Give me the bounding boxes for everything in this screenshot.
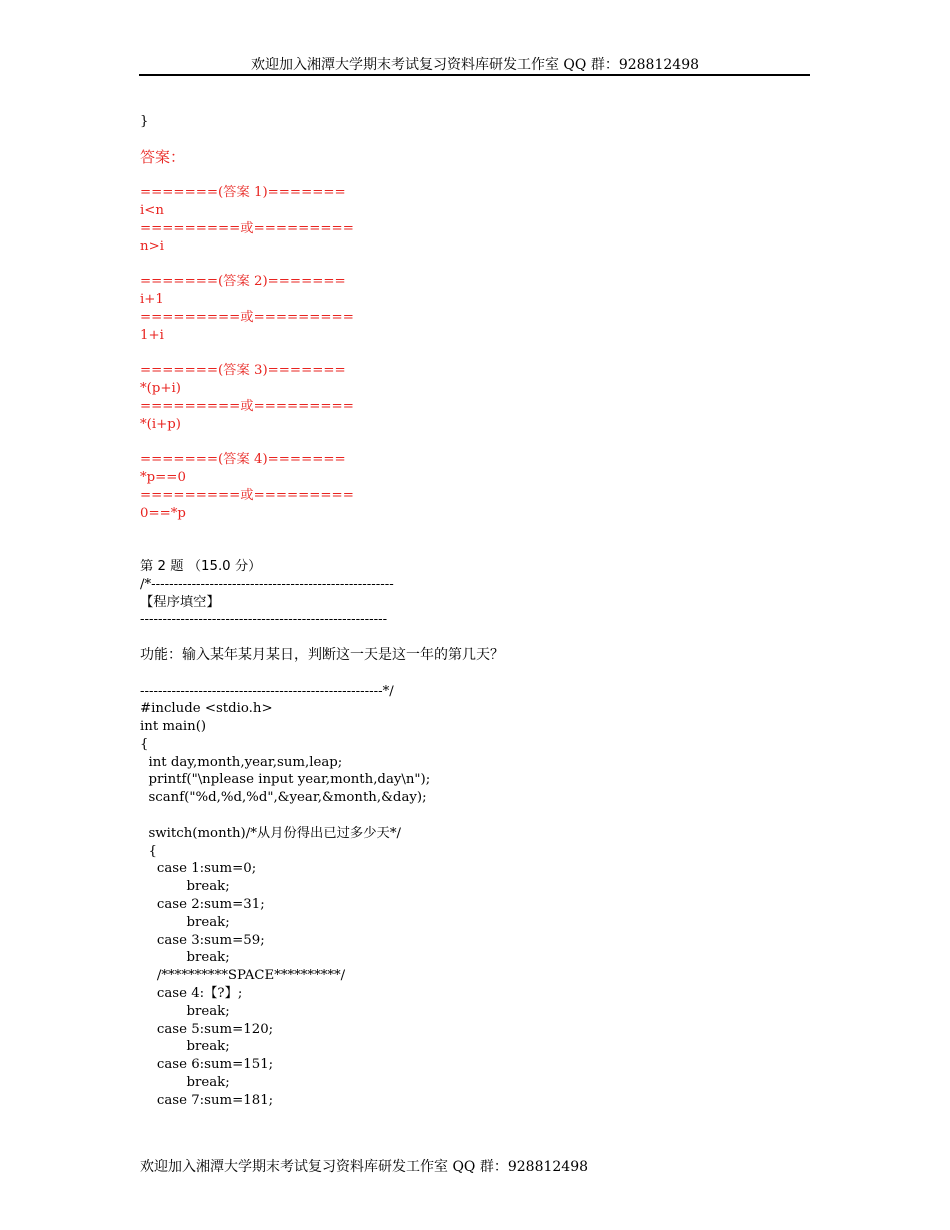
page-header: 欢迎加入湘潭大学期末考试复习资料库研发工作室 QQ 群：928812498 xyxy=(250,57,700,73)
answer-block-4 xyxy=(140,451,820,522)
spacer xyxy=(140,522,820,540)
spacer xyxy=(140,665,820,683)
answer-header: =======(答案 2)======= xyxy=(140,274,346,290)
code-line: int main() xyxy=(140,719,207,735)
code-line: /**********SPACE**********/ xyxy=(140,968,346,984)
code-line: case 1:sum=0; xyxy=(140,861,257,877)
page-footer: 欢迎加入湘潭大学期末考试复习资料库研发工作室 QQ 群：928812498 xyxy=(140,1159,589,1175)
answer-header: =======(答案 1)======= xyxy=(140,185,346,201)
spacer xyxy=(140,255,820,273)
answer-separator: =========或========= xyxy=(140,398,354,414)
header-divider xyxy=(139,74,810,76)
answer-separator: =========或========= xyxy=(140,220,354,236)
code-listing xyxy=(140,700,820,1109)
answer-option: *(p+i) xyxy=(140,380,181,396)
question-type-label: 【程序填空】 xyxy=(140,594,220,610)
code-line: { xyxy=(140,736,149,752)
code-line: break; xyxy=(140,1075,230,1091)
code-line: case 6:sum=151; xyxy=(140,1057,274,1073)
answer-block-1 xyxy=(140,184,820,255)
spacer xyxy=(140,131,820,149)
function-description: 功能：输入某年某月某日，判断这一天是这一年的第几天？ xyxy=(140,646,504,663)
code-line: scanf("%d,%d,%d",&year,&month,&day); xyxy=(140,790,427,806)
code-line: printf("\nplease input year,month,day\n"); xyxy=(140,772,431,788)
answer-option: i+1 xyxy=(140,291,164,307)
answer-separator: =========或========= xyxy=(140,309,354,325)
code-line: { xyxy=(140,843,157,859)
spacer xyxy=(140,629,820,647)
answer-option: 0==*p xyxy=(140,505,186,521)
answer-block-2 xyxy=(140,273,820,344)
spacer xyxy=(140,433,820,451)
code-line: case 2:sum=31; xyxy=(140,897,265,913)
code-line: case 5:sum=120; xyxy=(140,1021,274,1037)
answer-label: 答案： xyxy=(140,147,186,166)
dash-divider: ------------------------------------------------------- xyxy=(140,612,388,628)
document-body xyxy=(140,113,820,1110)
answer-option: i<n xyxy=(140,202,164,218)
previous-code-closing-brace: } xyxy=(140,114,149,129)
code-line: break; xyxy=(140,1003,230,1019)
code-line: case 3:sum=59; xyxy=(140,932,265,948)
answer-option: *p==0 xyxy=(140,469,186,485)
code-line: switch(month)/*从月份得出已过多少天*/ xyxy=(140,825,401,841)
code-line: break; xyxy=(140,879,230,895)
answer-header: =======(答案 4)======= xyxy=(140,452,346,468)
spacer xyxy=(140,344,820,362)
code-line: break; xyxy=(140,1039,230,1055)
code-line: #include <stdio.h> xyxy=(140,701,273,717)
answer-option: 1+i xyxy=(140,327,164,343)
spacer xyxy=(140,166,820,184)
spacer xyxy=(140,540,820,558)
answer-option: n>i xyxy=(140,238,164,254)
question-heading: 第 2 题 （15.0 分） xyxy=(140,558,262,574)
comment-open-line: /*------------------------------------------------------ xyxy=(140,576,394,592)
code-line: int day,month,year,sum,leap; xyxy=(140,754,343,770)
code-line-blank-to-fill: case 4:【?】; xyxy=(140,986,243,1002)
answer-header: =======(答案 3)======= xyxy=(140,363,346,379)
code-line: break; xyxy=(140,950,230,966)
code-line xyxy=(140,807,820,825)
answer-block-3 xyxy=(140,362,820,433)
comment-close-line: ------------------------------------------------------*/ xyxy=(140,683,394,699)
code-line: case 7:sum=181; xyxy=(140,1092,274,1108)
code-line: break; xyxy=(140,914,230,930)
answer-option: *(i+p) xyxy=(140,416,181,432)
answer-separator: =========或========= xyxy=(140,487,354,503)
